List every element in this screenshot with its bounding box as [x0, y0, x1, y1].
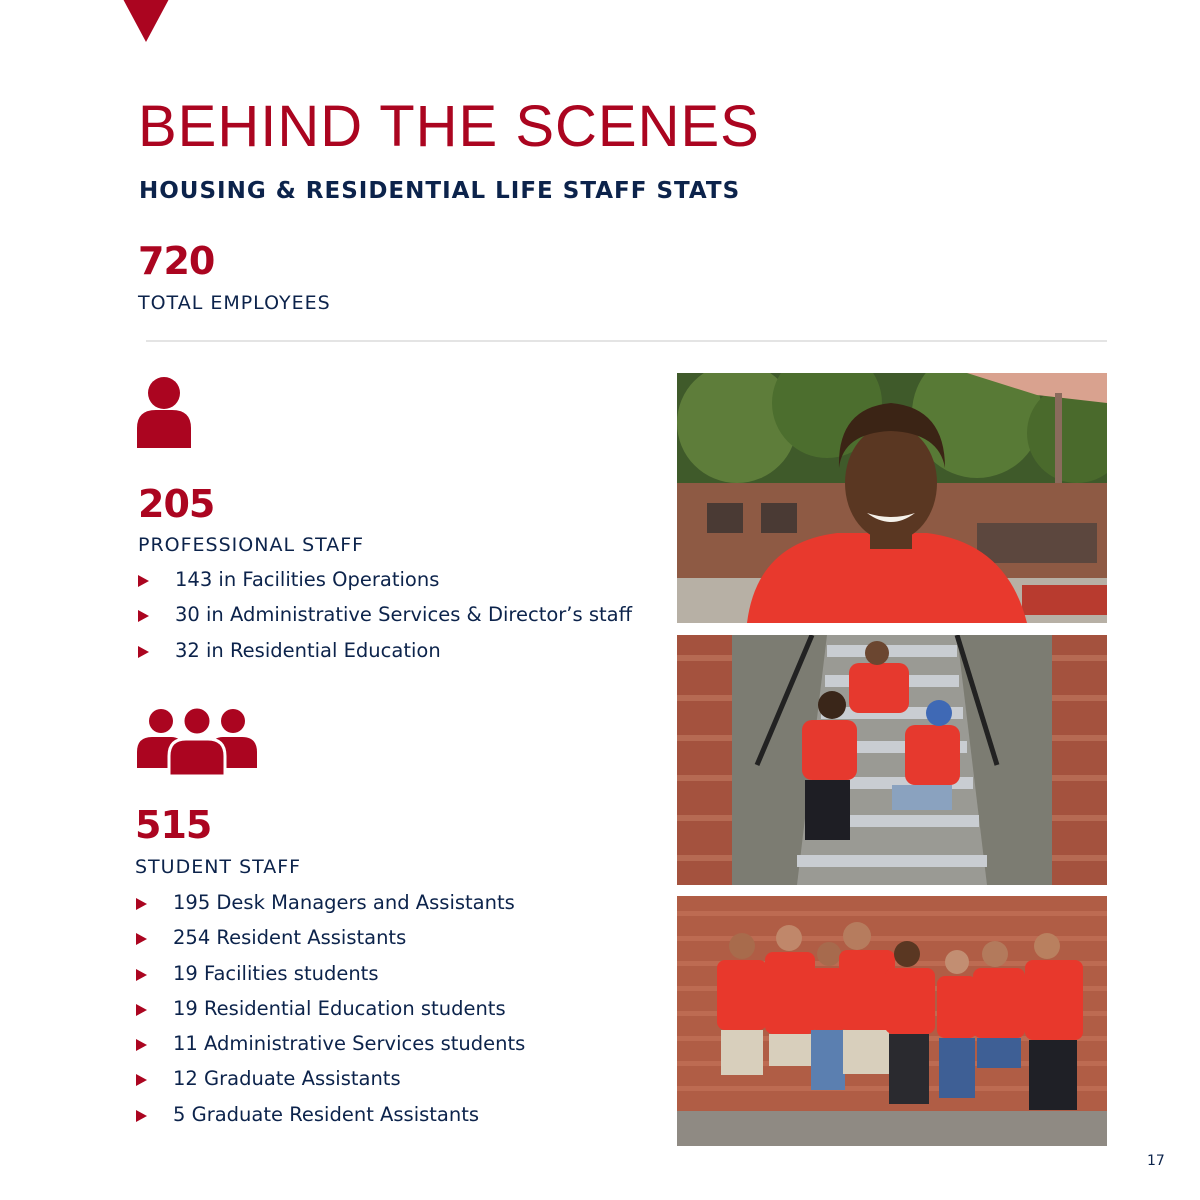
page-number: 17 [1147, 1153, 1165, 1169]
corner-triangle-decoration [100, 0, 192, 44]
bullet-arrow-icon [136, 969, 147, 981]
student-staff-label: STUDENT STAFF [135, 856, 302, 878]
list-item: 254 Resident Assistants [136, 926, 656, 961]
total-employees-label: TOTAL EMPLOYEES [138, 292, 331, 314]
list-item: 19 Facilities students [136, 962, 656, 997]
list-item: 30 in Administrative Services & Director’s staff [138, 603, 658, 638]
professional-staff-list [138, 568, 658, 674]
bullet-arrow-icon [136, 1110, 147, 1122]
person-icon [136, 376, 192, 448]
bullet-arrow-icon [136, 898, 147, 910]
page-subtitle: HOUSING & RESIDENTIAL LIFE STAFF STATS [139, 178, 741, 204]
professional-staff-number: 205 [138, 482, 215, 526]
bullet-arrow-icon [138, 610, 149, 622]
student-staff-number: 515 [135, 803, 212, 847]
bullet-arrow-icon [136, 1039, 147, 1051]
list-item: 5 Graduate Resident Assistants [136, 1103, 656, 1138]
bullet-arrow-icon [136, 1074, 147, 1086]
staff-group-photo [677, 896, 1107, 1146]
bullet-arrow-icon [136, 1004, 147, 1016]
list-item: 143 in Facilities Operations [138, 568, 658, 603]
list-item: 12 Graduate Assistants [136, 1067, 656, 1102]
list-item: 11 Administrative Services students [136, 1032, 656, 1067]
bullet-arrow-icon [138, 575, 149, 587]
staff-portrait-photo [677, 373, 1107, 623]
bullet-arrow-icon [136, 933, 147, 945]
total-employees-number: 720 [138, 239, 215, 283]
group-icon [137, 706, 257, 778]
list-item: 19 Residential Education students [136, 997, 656, 1032]
professional-staff-label: PROFESSIONAL STAFF [138, 534, 365, 556]
student-staff-list [136, 891, 656, 1138]
page-title: BEHIND THE SCENES [138, 94, 760, 159]
staff-stairs-photo [677, 635, 1107, 885]
bullet-arrow-icon [138, 646, 149, 658]
section-divider [146, 340, 1107, 342]
list-item: 32 in Residential Education [138, 639, 658, 674]
list-item: 195 Desk Managers and Assistants [136, 891, 656, 926]
